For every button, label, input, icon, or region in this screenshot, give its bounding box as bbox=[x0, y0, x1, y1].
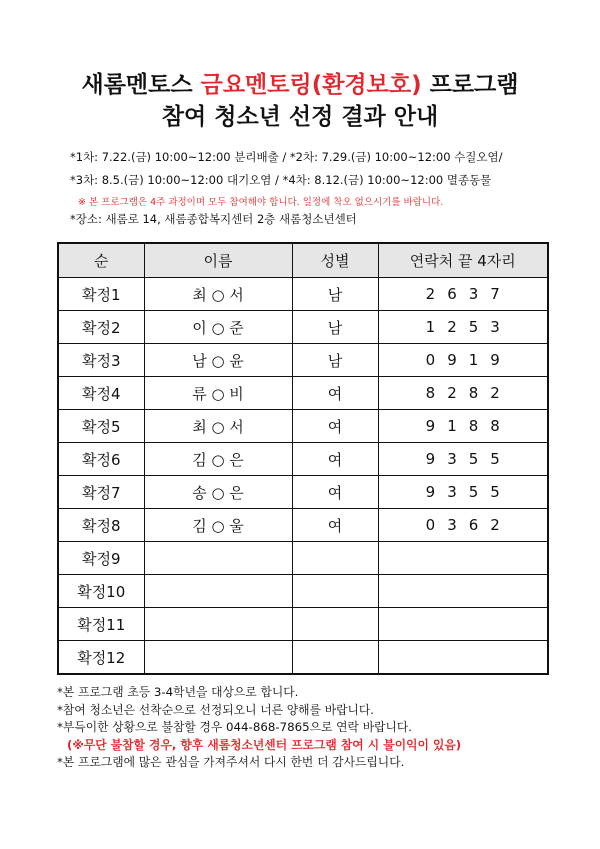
schedule-line-1: *1차: 7.22.(금) 10:00~12:00 분리배출 / *2차: 7.29.(금) 10:00~12:00 수질오염/ bbox=[70, 150, 503, 164]
title-highlight: 금요멘토링(환경보호) bbox=[200, 72, 422, 98]
cell-order: 확정6 bbox=[58, 443, 144, 476]
table-row bbox=[58, 443, 548, 476]
title-prefix: 새롬멘토스 bbox=[81, 72, 201, 98]
cell-gender: 남 bbox=[292, 344, 378, 377]
cell-name bbox=[144, 608, 292, 641]
cell-order: 확정12 bbox=[58, 641, 144, 675]
table-row bbox=[58, 311, 548, 344]
participant-table bbox=[57, 242, 549, 675]
cell-order: 확정11 bbox=[58, 608, 144, 641]
cell-name: 김 ○ 울 bbox=[144, 509, 292, 542]
cell-name: 류 ○ 비 bbox=[144, 377, 292, 410]
cell-order: 확정7 bbox=[58, 476, 144, 509]
table-row bbox=[58, 608, 548, 641]
cell-phone: 0362 bbox=[378, 509, 548, 542]
cell-gender: 여 bbox=[292, 377, 378, 410]
cell-order: 확정1 bbox=[58, 278, 144, 311]
cell-gender bbox=[292, 575, 378, 608]
footer-note-contact: *부득이한 상황으로 불참할 경우 044-868-7865으로 연락 바랍니다. bbox=[57, 720, 413, 735]
cell-name: 송 ○ 은 bbox=[144, 476, 292, 509]
header-name: 이름 bbox=[144, 243, 292, 278]
cell-order: 확정4 bbox=[58, 377, 144, 410]
header-phone: 연락처 끝 4자리 bbox=[378, 243, 548, 278]
cell-order: 확정5 bbox=[58, 410, 144, 443]
cell-name: 최 ○ 서 bbox=[144, 410, 292, 443]
cell-phone: 1253 bbox=[378, 311, 548, 344]
cell-phone: 9188 bbox=[378, 410, 548, 443]
cell-order: 확정9 bbox=[58, 542, 144, 575]
attendance-notice: ※ 본 프로그램은 4주 과정이며 모두 참여해야 합니다. 일정에 착오 없으시기를 바랍니다. bbox=[78, 197, 444, 208]
table-row bbox=[58, 509, 548, 542]
footer-note-thanks: *본 프로그램에 많은 관심을 가져주셔서 다시 한번 더 감사드립니다. bbox=[57, 755, 405, 770]
cell-phone: 0919 bbox=[378, 344, 548, 377]
footer-notes bbox=[57, 684, 577, 772]
cell-gender bbox=[292, 608, 378, 641]
footer-note-target: *본 프로그램 초등 3-4학년을 대상으로 합니다. bbox=[57, 685, 299, 699]
cell-gender: 여 bbox=[292, 443, 378, 476]
header-gender: 성별 bbox=[292, 243, 378, 278]
table-row bbox=[58, 278, 548, 311]
table-row bbox=[58, 410, 548, 443]
cell-gender: 여 bbox=[292, 509, 378, 542]
cell-phone bbox=[378, 608, 548, 641]
cell-name: 최 ○ 서 bbox=[144, 278, 292, 311]
table-row bbox=[58, 344, 548, 377]
table-row bbox=[58, 575, 548, 608]
footer-note-selection: *참여 청소년은 선착순으로 선정되오니 너른 양해를 바랍니다. bbox=[57, 702, 375, 717]
table-row bbox=[58, 377, 548, 410]
cell-phone: 8282 bbox=[378, 377, 548, 410]
cell-name bbox=[144, 542, 292, 575]
table-header-row bbox=[58, 243, 548, 278]
cell-name bbox=[144, 641, 292, 675]
schedule-line-2: *3차: 8.5.(금) 10:00~12:00 대기오염 / *4차: 8.12.(금) 10:00~12:00 멸종동물 bbox=[70, 173, 492, 187]
cell-name: 남 ○ 윤 bbox=[144, 344, 292, 377]
cell-order: 확정10 bbox=[58, 575, 144, 608]
cell-gender: 여 bbox=[292, 476, 378, 509]
cell-phone bbox=[378, 575, 548, 608]
table-row bbox=[58, 476, 548, 509]
cell-gender: 남 bbox=[292, 278, 378, 311]
cell-phone bbox=[378, 641, 548, 675]
cell-gender bbox=[292, 641, 378, 675]
table-row bbox=[58, 542, 548, 575]
cell-name bbox=[144, 575, 292, 608]
cell-phone: 2637 bbox=[378, 278, 548, 311]
cell-phone: 9355 bbox=[378, 476, 548, 509]
header-order: 순 bbox=[58, 243, 144, 278]
page-subtitle: 참여 청소년 선정 결과 안내 bbox=[161, 104, 439, 130]
cell-order: 확정8 bbox=[58, 509, 144, 542]
cell-phone: 9355 bbox=[378, 443, 548, 476]
cell-gender bbox=[292, 542, 378, 575]
cell-gender: 여 bbox=[292, 410, 378, 443]
cell-gender: 남 bbox=[292, 311, 378, 344]
title-suffix: 프로그램 bbox=[421, 72, 519, 98]
table-row bbox=[58, 641, 548, 675]
cell-name: 김 ○ 은 bbox=[144, 443, 292, 476]
cell-phone bbox=[378, 542, 548, 575]
cell-name: 이 ○ 준 bbox=[144, 311, 292, 344]
venue-info: *장소: 새롬로 14, 새롬종합복지센터 2층 새롬청소년센터 bbox=[70, 212, 357, 226]
page-title bbox=[0, 70, 600, 100]
footer-warning: (※무단 불참할 경우, 향후 새롬청소년센터 프로그램 참여 시 불이익이 있음) bbox=[67, 737, 462, 752]
cell-order: 확정3 bbox=[58, 344, 144, 377]
cell-order: 확정2 bbox=[58, 311, 144, 344]
